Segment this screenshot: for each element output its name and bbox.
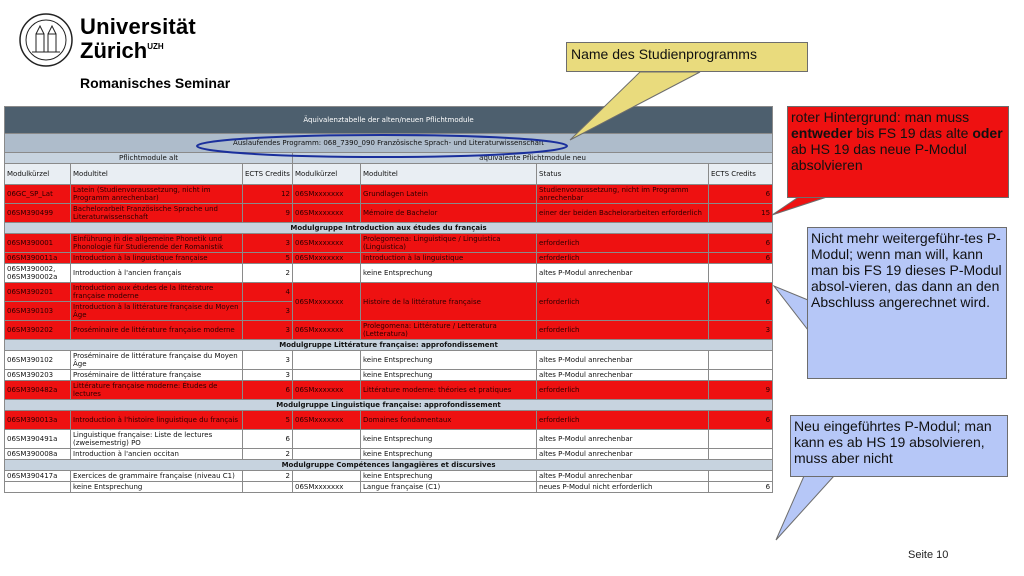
cell: Linguistique française: Liste de lectures (zweisemestrig) PO — [71, 430, 243, 449]
program-name-callout: Name des Studienprogramms — [566, 42, 808, 72]
cell: 06SM390002, 06SM390002a — [5, 264, 71, 283]
cell: 5 — [243, 411, 293, 430]
cell: Prolegomena: Littérature / Letteratura (Letteratura) — [361, 321, 537, 340]
cell: Introduction à la linguistique française — [71, 253, 243, 264]
col-header: ECTS Credits — [243, 164, 293, 185]
cell: altes P-Modul anrechenbar — [537, 449, 709, 460]
table-row — [5, 430, 773, 449]
cell — [709, 264, 773, 283]
cell: keine Entsprechung — [361, 264, 537, 283]
cell: 9 — [243, 204, 293, 223]
cell: erforderlich — [537, 411, 709, 430]
cell: Littérature française moderne: Études de lectures — [71, 381, 243, 400]
old-modules-header: Pflichtmodule alt — [5, 153, 293, 164]
cell — [709, 430, 773, 449]
cell — [293, 449, 361, 460]
cell: Exercices de grammaire française (niveau C1) — [71, 471, 243, 482]
cell — [709, 471, 773, 482]
cell: keine Entsprechung — [361, 449, 537, 460]
cell: Proséminaire de littérature française — [71, 370, 243, 381]
cell — [293, 264, 361, 283]
cell: altes P-Modul anrechenbar — [537, 351, 709, 370]
cell: 3 — [243, 370, 293, 381]
cell: 06SMxxxxxxx — [293, 253, 361, 264]
cell: 2 — [243, 449, 293, 460]
cell: 06SM390013a — [5, 411, 71, 430]
cell: 06SM390203 — [5, 370, 71, 381]
table-row — [5, 234, 773, 253]
cell: Bachelorarbeit Französische Sprache und Literaturwissenschaft — [71, 204, 243, 223]
cell: 06SMxxxxxxx — [293, 321, 361, 340]
cell: Grundlagen Latein — [361, 185, 537, 204]
col-header: Status — [537, 164, 709, 185]
cell: 2 — [243, 471, 293, 482]
cell — [243, 482, 293, 493]
cell — [293, 471, 361, 482]
cell — [293, 351, 361, 370]
cell: erforderlich — [537, 283, 709, 321]
table-row — [5, 283, 773, 302]
cell — [709, 449, 773, 460]
cell: 6 — [709, 253, 773, 264]
cell: 06SMxxxxxxx — [293, 283, 361, 321]
discontinued-module-callout: Nicht mehr weitergeführ-tes P-Modul; wenn man will, kann man bis FS 19 dieses P-Modul absol-vieren, das dann an den Abschluss angerechnet wird. — [807, 227, 1007, 379]
cell: 06SM390499 — [5, 204, 71, 223]
cell: 3 — [243, 234, 293, 253]
cell: 3 — [709, 321, 773, 340]
table-row — [5, 471, 773, 482]
cell: Latein (Studienvoraussetzung, nicht im Programm anrechenbar) — [71, 185, 243, 204]
cell: Littérature moderne: théories et pratiques — [361, 381, 537, 400]
table-row — [5, 351, 773, 370]
cell: 06SMxxxxxxx — [293, 234, 361, 253]
col-header: ECTS Credits — [709, 164, 773, 185]
cell: erforderlich — [537, 321, 709, 340]
cell: 06SMxxxxxxx — [293, 204, 361, 223]
university-city — [80, 38, 164, 64]
cell: 06SM390001 — [5, 234, 71, 253]
cell: Introduction à l'histoire linguistique du français — [71, 411, 243, 430]
callout-emphasis: entweder — [791, 125, 853, 141]
program-name: Auslaufendes Programm: 068_7390_090 Französische Sprach- und Literaturwissenschaft — [5, 134, 773, 153]
university-city-text: Zürich — [80, 38, 148, 63]
cell: 06SM390103 — [5, 302, 71, 321]
table-row — [5, 264, 773, 283]
cell: keine Entsprechung — [361, 430, 537, 449]
cell: 06SM390011a — [5, 253, 71, 264]
module-group-heading: Modulgruppe Littérature française: approfondissement — [5, 340, 773, 351]
university-abbrev: UZH — [147, 42, 164, 51]
cell: 9 — [709, 381, 773, 400]
blue-callout-pointer-2 — [776, 476, 834, 540]
cell: 06SMxxxxxxx — [293, 482, 361, 493]
col-header: Modultitel — [71, 164, 243, 185]
cell: erforderlich — [537, 234, 709, 253]
red-background-callout — [787, 106, 1009, 198]
cell: Introduction à l'ancien occitan — [71, 449, 243, 460]
cell: keine Entsprechung — [361, 351, 537, 370]
cell: 06SM390202 — [5, 321, 71, 340]
table-row — [5, 381, 773, 400]
cell: Einführung in die allgemeine Phonetik und Phonologie für Studierende der Romanistik — [71, 234, 243, 253]
university-name: Universität — [80, 14, 196, 39]
callout-text: roter Hintergrund: man muss — [791, 109, 970, 125]
cell: Introduction à la linguistique — [361, 253, 537, 264]
cell: 3 — [243, 321, 293, 340]
cell: 6 — [709, 283, 773, 321]
cell: erforderlich — [537, 253, 709, 264]
cell: 3 — [243, 351, 293, 370]
cell: altes P-Modul anrechenbar — [537, 471, 709, 482]
cell: 06SMxxxxxxx — [293, 381, 361, 400]
cell: Prolegomena: Linguistique / Linguistica (Linguistica) — [361, 234, 537, 253]
cell: neues P-Modul nicht erforderlich — [537, 482, 709, 493]
cell: Langue française (C1) — [361, 482, 537, 493]
cell: 06SMxxxxxxx — [293, 185, 361, 204]
table-row — [5, 411, 773, 430]
column-header-row — [5, 164, 773, 185]
cell: 15 — [709, 204, 773, 223]
cell: einer der beiden Bachelorarbeiten erforderlich — [537, 204, 709, 223]
cell: Introduction à la littérature française du Moyen Âge — [71, 302, 243, 321]
page-number: Seite 10 — [908, 549, 949, 561]
cell: keine Entsprechung — [361, 370, 537, 381]
cell: altes P-Modul anrechenbar — [537, 370, 709, 381]
cell: Introduction aux études de la littérature française moderne — [71, 283, 243, 302]
col-header: Modultitel — [361, 164, 537, 185]
table-row — [5, 370, 773, 381]
cell: Introduction à l'ancien français — [71, 264, 243, 283]
cell: 6 — [243, 430, 293, 449]
cell: 6 — [709, 411, 773, 430]
cell: 6 — [709, 234, 773, 253]
cell: Studienvoraussetzung, nicht im Programm anrechenbar — [537, 185, 709, 204]
cell: 4 — [243, 283, 293, 302]
cell: 6 — [709, 185, 773, 204]
cell: altes P-Modul anrechenbar — [537, 430, 709, 449]
new-modules-header: äquivalente Pflichtmodule neu — [293, 153, 773, 164]
equivalence-table — [4, 106, 773, 493]
module-group-heading: Modulgruppe Introduction aux études du français — [5, 223, 773, 234]
cell: 2 — [243, 264, 293, 283]
department-name: Romanisches Seminar — [80, 75, 231, 91]
cell: 6 — [243, 381, 293, 400]
cell: 12 — [243, 185, 293, 204]
university-seal-logo — [18, 12, 74, 68]
cell: erforderlich — [537, 381, 709, 400]
cell: 06SM390491a — [5, 430, 71, 449]
table-title: Äquivalenztabelle der alten/neuen Pflichtmodule — [5, 107, 773, 134]
blue-callout-pointer-1 — [774, 286, 808, 330]
cell: Histoire de la littérature française — [361, 283, 537, 321]
module-group-heading: Modulgruppe Linguistique française: approfondissement — [5, 400, 773, 411]
new-module-callout: Neu eingeführtes P-Modul; man kann es ab HS 19 absolvieren, muss aber nicht — [790, 415, 1008, 477]
cell — [5, 482, 71, 493]
cell: 06SMxxxxxxx — [293, 411, 361, 430]
cell — [293, 430, 361, 449]
col-header: Modulkürzel — [5, 164, 71, 185]
cell: 06GC_SP_Lat — [5, 185, 71, 204]
cell: 6 — [709, 482, 773, 493]
cell: 06SM390482a — [5, 381, 71, 400]
cell: altes P-Modul anrechenbar — [537, 264, 709, 283]
table-row — [5, 204, 773, 223]
cell: Domaines fondamentaux — [361, 411, 537, 430]
table-row — [5, 253, 773, 264]
callout-text: ab HS 19 das neue P-Modul absolvieren — [791, 141, 967, 173]
table-row — [5, 321, 773, 340]
cell: 06SM390201 — [5, 283, 71, 302]
table-row — [5, 482, 773, 493]
cell: Proséminaire de littérature française du Moyen Âge — [71, 351, 243, 370]
callout-emphasis: oder — [972, 125, 1003, 141]
col-header: Modulkürzel — [293, 164, 361, 185]
cell — [709, 370, 773, 381]
cell: 06SM390417a — [5, 471, 71, 482]
callout-text: bis FS 19 das alte — [852, 125, 973, 141]
cell: Mémoire de Bachelor — [361, 204, 537, 223]
cell: Proséminaire de littérature française moderne — [71, 321, 243, 340]
cell: 06SM390008a — [5, 449, 71, 460]
table-row — [5, 185, 773, 204]
table-row — [5, 449, 773, 460]
cell — [293, 370, 361, 381]
cell: 06SM390102 — [5, 351, 71, 370]
cell — [709, 351, 773, 370]
cell: 3 — [243, 302, 293, 321]
module-group-heading: Modulgruppe Compétences langagières et discursives — [5, 460, 773, 471]
cell: 5 — [243, 253, 293, 264]
red-callout-pointer — [772, 196, 830, 215]
cell: keine Entsprechung — [71, 482, 243, 493]
cell: keine Entsprechung — [361, 471, 537, 482]
